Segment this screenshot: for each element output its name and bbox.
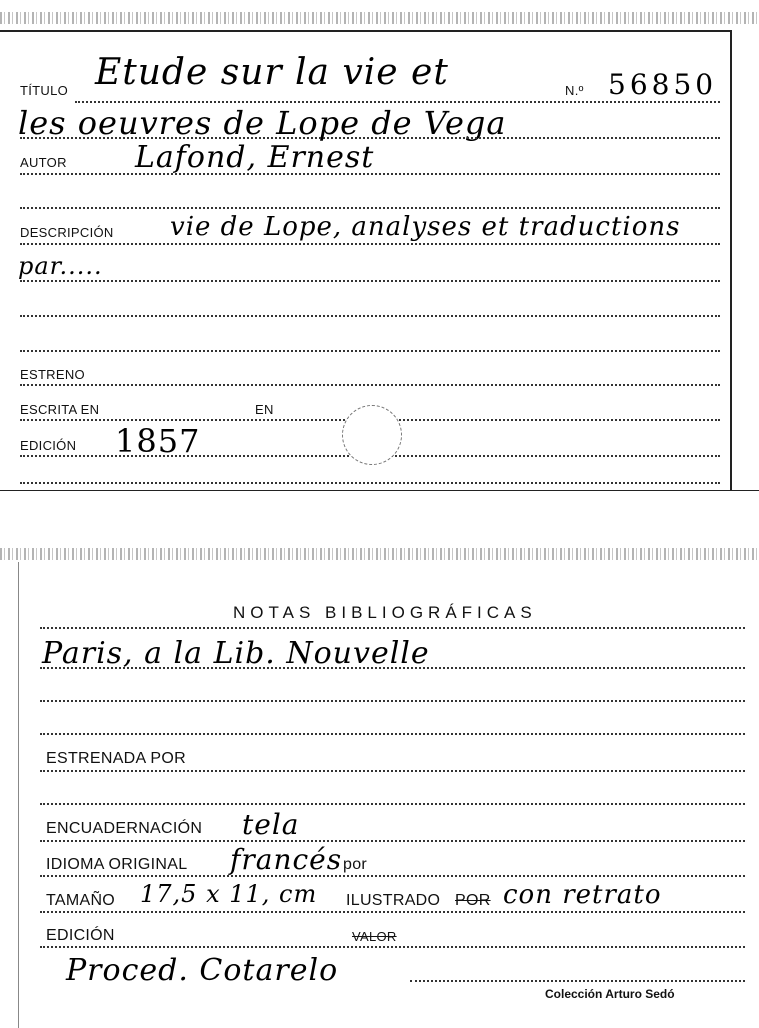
- estrenada-por-label: ESTRENADA POR: [46, 750, 186, 767]
- edicion2-label: EDICIÓN: [46, 927, 115, 944]
- proced-value: Proced. Cotarelo: [66, 953, 339, 988]
- card2-border-left: [18, 562, 19, 1028]
- catalog-card-back: [0, 540, 759, 1028]
- rule-estreno: [20, 384, 720, 386]
- rule-blank-2: [20, 315, 720, 317]
- tamano-value: 17,5 x 11, cm: [140, 880, 318, 908]
- edicion-label: EDICIÓN: [20, 438, 77, 453]
- card-border-bottom: [0, 490, 759, 491]
- ilustrado-por-label: POR: [455, 892, 491, 909]
- valor-label: VALOR: [352, 929, 397, 944]
- torn-edge-top: [0, 12, 759, 24]
- rule-notas-2: [40, 700, 745, 702]
- rule-notas-1: [40, 667, 745, 669]
- punch-hole: [342, 405, 402, 465]
- descripcion-label: DESCRIPCIÓN: [20, 225, 114, 240]
- rule-estrenada: [40, 770, 745, 772]
- en-label: EN: [255, 402, 274, 417]
- rule-proced: [410, 980, 745, 982]
- rule-edicion2: [40, 946, 745, 948]
- titulo-value-line1: Etude sur la vie et: [95, 52, 449, 93]
- rule-descripcion-2: [20, 280, 720, 282]
- notas-heading: NOTAS BIBLIOGRÁFICAS: [233, 603, 537, 622]
- tamano-label: TAMAÑO: [46, 892, 116, 909]
- encuadernacion-label: ENCUADERNACIÓN: [46, 820, 203, 837]
- titulo-label: TÍTULO: [20, 83, 69, 98]
- escrita-en-label: ESCRITA EN: [20, 402, 100, 417]
- idioma-label: IDIOMA ORIGINAL: [46, 856, 188, 873]
- rule-titulo-2: [20, 137, 720, 139]
- rule-descripcion: [20, 243, 720, 245]
- catalog-card-front: [0, 0, 759, 500]
- rule-notas-heading: [40, 627, 745, 629]
- rule-blank-4: [40, 803, 745, 805]
- collection-credit: Colección Arturo Sedó: [545, 987, 675, 1001]
- rule-titulo: [75, 101, 720, 103]
- numero-value: 56850: [608, 68, 718, 101]
- rule-blank-1: [20, 207, 720, 209]
- titulo-value-line2: les oeuvres de Lope de Vega: [18, 104, 507, 142]
- numero-label: N.º: [565, 83, 584, 98]
- rule-blank-3: [20, 350, 720, 352]
- autor-value: Lafond, Ernest: [135, 140, 375, 175]
- edicion-value: 1857: [115, 422, 201, 460]
- rule-autor: [20, 173, 720, 175]
- descripcion-value-line1: vie de Lope, analyses et traductions: [170, 212, 681, 242]
- card-border-right: [730, 30, 732, 490]
- card-border-top: [0, 30, 732, 32]
- por-label: por: [343, 856, 368, 873]
- rule-idioma: [40, 875, 745, 877]
- rule-notas-3: [40, 733, 745, 735]
- rule-encuadernacion: [40, 840, 745, 842]
- ilustrado-label: ILUSTRADO: [346, 892, 441, 909]
- encuadernacion-value: tela: [242, 808, 300, 841]
- torn-edge-top-2: [0, 548, 759, 560]
- rule-bottom: [20, 482, 720, 484]
- rule-tamano: [40, 911, 745, 913]
- notas-value-line1: Paris, a la Lib. Nouvelle: [42, 636, 430, 671]
- ilustrado-value: con retrato: [503, 880, 662, 910]
- idioma-value: francés: [230, 843, 343, 876]
- autor-label: AUTOR: [20, 155, 67, 170]
- descripcion-value-line2: par.....: [18, 252, 103, 280]
- estreno-label: ESTRENO: [20, 367, 85, 382]
